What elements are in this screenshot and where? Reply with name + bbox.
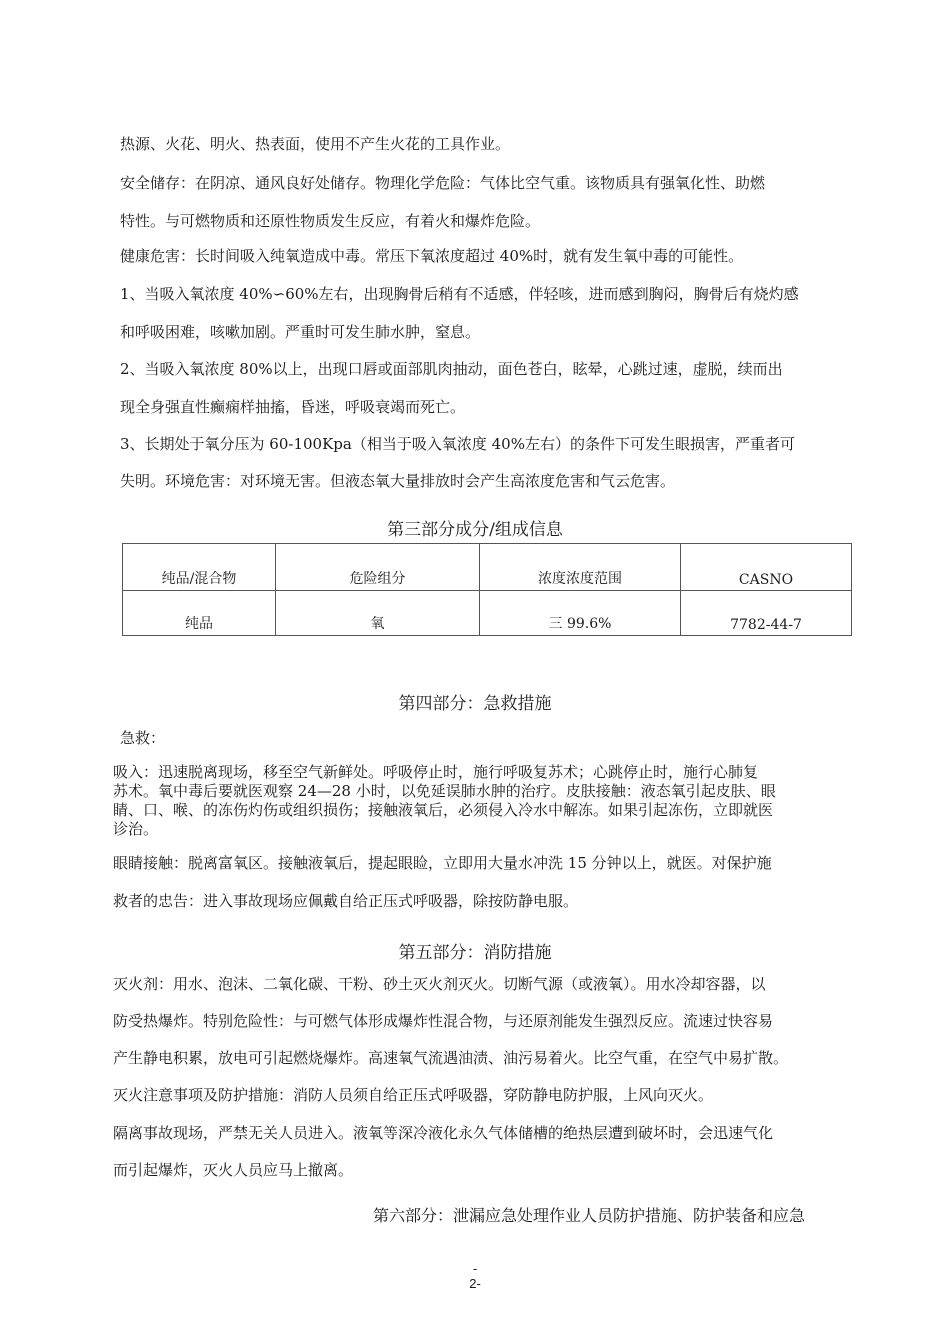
paragraph-line: 诊治。 [113, 820, 159, 838]
section4-title: 第四部分：急救措施 [398, 694, 552, 714]
firefighting-line: 产生静电积累，放电可引起燃烧爆炸。高速氧气流遇油渍、油污易着火。比空气重，在空气中易扩散。 [113, 1049, 789, 1067]
paragraph-line: 苏术。氧中毒后要就医观察 24—28 小时，以免延误肺水肿的治疗。皮肤接触：液态氧引起皮肤、眼 [113, 782, 776, 800]
section3-title: 第三部分成分/组成信息 [387, 520, 563, 540]
intro-line: 安全储存：在阴凉、通风良好处储存。物理化学危险：气体比空气重。该物质具有强氧化性、助燃 [120, 174, 766, 192]
composition-table [122, 543, 852, 636]
firefighting-line: 而引起爆炸，灭火人员应马上撤离。 [113, 1161, 354, 1179]
eye-contact-line: 眼睛接触：脱离富氧区。接触液氧后，提起眼睑，立即用大量水冲洗 15 分钟以上，就医。对保护施 [113, 854, 772, 872]
table-cell: 7782-44-7 [681, 591, 852, 636]
table-row [123, 591, 852, 636]
intro-line: 1、当吸入氧浓度 40%∽60%左右，出现胸骨后稍有不适感，伴轻咳，进而感到胸闷，胸骨后有烧灼感 [120, 285, 799, 303]
section6-title: 第六部分：泄漏应急处理作业人员防护措施、防护装备和应急 [373, 1206, 806, 1225]
table-cell: 三 99.6% [480, 591, 681, 636]
table-cell: 氧 [276, 591, 480, 636]
page-number: 2- [469, 1276, 481, 1291]
intro-line: 热源、火花、明火、热表面，使用不产生火花的工具作业。 [120, 135, 511, 153]
intro-line: 和呼吸困难，咳嗽加剧。严重时可发生肺水肿，窒息。 [120, 323, 481, 341]
table-cell: 纯品 [123, 591, 276, 636]
intro-line: 失明。环境危害：对环境无害。但液态氧大量排放时会产生高浓度危害和气云危害。 [120, 472, 676, 490]
firefighting-line: 防受热爆炸。特别危险性：与可燃气体形成爆炸性混合物，与还原剂能发生强烈反应。流速过快容易 [113, 1012, 774, 1030]
intro-line: 现全身强直性癫痫样抽搐，昏迷，呼吸衰竭而死亡。 [120, 398, 466, 416]
paragraph-line: 睛、口、喉、的冻伤灼伤或组织损伤；接触液氧后，必须侵入冷水中解冻。如果引起冻伤，立即就医 [113, 801, 774, 819]
table-header-cell: 危险组分 [276, 544, 480, 591]
intro-line: 健康危害：长时间吸入纯氧造成中毒。常压下氧浓度超过 40%时，就有发生氧中毒的可能性。 [120, 247, 744, 265]
paragraph-line: 吸入：迅速脱离现场，移至空气新鲜处。呼吸停止时，施行呼吸复苏术；心跳停止时，施行心肺复 [113, 763, 759, 781]
firefighting-line: 隔离事故现场，严禁无关人员进入。液氧等深冷液化永久气体储槽的绝热层遭到破坏时，会迅速气化 [113, 1124, 774, 1142]
page-dash: - [472, 1261, 478, 1276]
intro-line: 特性。与可燃物质和还原性物质发生反应，有着火和爆炸危险。 [120, 212, 541, 230]
eye-contact-line: 救者的忠告：进入事故现场应佩戴自给正压式呼吸器，除按防静电服。 [113, 892, 579, 910]
first-aid-label: 急救： [120, 729, 166, 747]
section5-title: 第五部分：消防措施 [398, 943, 552, 963]
firefighting-line: 灭火剂：用水、泡沫、二氧化碳、干粉、砂土灭火剂灭火。切断气源（或液氧）。用水冷却容器，以 [113, 975, 766, 993]
table-header-row [123, 544, 852, 591]
inhalation-paragraph [113, 763, 853, 839]
firefighting-line: 灭火注意事项及防护措施：消防人员须自给正压式呼吸器，穿防静电防护服，上风向灭火。 [113, 1086, 714, 1104]
intro-line: 2、当吸入氧浓度 80%以上，出现口唇或面部肌肉抽动，面色苍白，眩晕，心跳过速，虚脱，续而出 [120, 360, 783, 378]
table-header-cell: 纯品/混合物 [123, 544, 276, 591]
table-header-cell: CASNO [681, 544, 852, 591]
intro-line: 3、长期处于氧分压为 60-100Kpa（相当于吸入氧浓度 40%左右）的条件下可发生眼损害，严重者可 [120, 435, 795, 453]
table-header-cell: 浓度浓度范围 [480, 544, 681, 591]
